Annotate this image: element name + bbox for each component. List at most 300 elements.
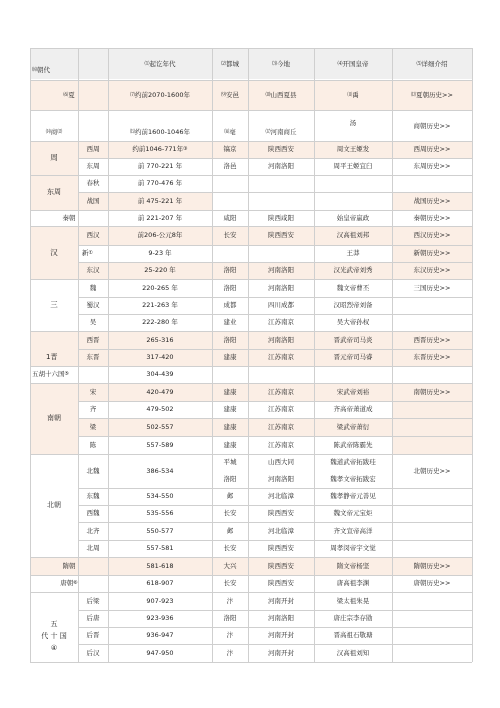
location-beiqi [248, 522, 314, 540]
location-shuhan-text: 四川成都 [268, 301, 294, 310]
capital-beizhou [212, 540, 248, 557]
location-beiwei-text: 山西大同 [268, 458, 294, 467]
years-houtang-text: 923-936 [146, 614, 174, 623]
location-sui-text: 陕西西安 [268, 561, 294, 570]
emperor-wu [314, 314, 392, 331]
detail-link-xin-text: 新朝历史>> [413, 249, 451, 258]
dynasty-tang [30, 575, 108, 592]
detail-link-xihan[interactable] [392, 226, 472, 245]
emperor-wei [314, 279, 392, 297]
dynasty-qi [78, 401, 108, 418]
detail-link-donghan-text: 东汉历史>> [413, 266, 451, 275]
capital2-beiwei [212, 471, 248, 488]
location-houjin [248, 627, 314, 644]
detail-link-qin-text: 秦朝历史>> [413, 213, 451, 222]
years-wu-text: 222-280 年 [142, 318, 178, 327]
dynasty-beizhou [78, 540, 108, 557]
capital-qi-text: 建康 [223, 405, 237, 414]
emperor-xia-text: ⑾ [347, 91, 353, 98]
dynasty-beiwei [78, 454, 108, 488]
capital-wei-text: 洛阳 [223, 283, 237, 292]
emperor-xiwei-text: 魏文帝元宝炬 [333, 509, 373, 518]
header-dynasty [30, 62, 78, 78]
dynasty-houliang [78, 592, 108, 610]
location-wu-text: 江苏南京 [268, 318, 294, 327]
dynasty-houjin-text: 后晋 [86, 631, 100, 640]
years-xin [108, 245, 212, 262]
location-houjin-text: 河南开封 [268, 631, 294, 640]
capital-dongjin-text: 建康 [223, 353, 237, 362]
location-wu [248, 314, 314, 331]
dynasty-wuhu-text: 五胡十六国 [32, 370, 65, 379]
emperor-xizhou-text: 周文王姬发 [336, 145, 370, 154]
detail-link-song[interactable] [392, 383, 472, 401]
dynasty-chen-text: 陈 [89, 440, 97, 449]
header-capital-text: 都城 [226, 59, 239, 68]
location-houhan-text: 河南开封 [268, 648, 294, 657]
location-liang-text: 江苏南京 [268, 422, 294, 431]
dynasty-beizhou-text: 北周 [86, 544, 100, 553]
emperor-houtang [314, 610, 392, 627]
emperor-shang [314, 110, 392, 136]
years-xiwei-text: 535-556 [146, 509, 174, 518]
detail-link-zhanguo[interactable] [392, 192, 472, 210]
location-dongzhou [248, 158, 314, 175]
capital-chen [212, 436, 248, 454]
emperor-chen-text: 陈武帝陈霸先 [333, 440, 373, 449]
group-zhou-text: 周 [50, 153, 58, 163]
years-xia [108, 80, 212, 110]
detail-link-beiwei[interactable] [392, 454, 472, 488]
emperor-dongwei [314, 488, 392, 505]
dynasty-dongzhou-text: 东周 [86, 162, 100, 171]
capital-qin-text: 咸阳 [223, 213, 237, 222]
capital-song [212, 383, 248, 401]
dynasty-beiwei-text: 北魏 [86, 466, 100, 475]
emperor-xia-text: 禹 [352, 90, 359, 99]
years-chen-text: 557-589 [146, 440, 174, 449]
years-houjin [108, 627, 212, 644]
header-dynasty-text: 朝代 [37, 65, 51, 74]
dynasty-houjin [78, 627, 108, 644]
header-detail [392, 48, 472, 80]
detail-link-wei-text: 三国历史>> [413, 283, 451, 292]
emperor-beiqi-text: 齐文宣帝高洋 [333, 526, 373, 535]
dynasty-shang-text: 商 [50, 128, 58, 137]
capital-xia-text: ⑼ [220, 91, 226, 98]
dynasty-dongwei [78, 488, 108, 505]
capital-houliang [212, 592, 248, 610]
location-dongwei-text: 河北临漳 [268, 492, 294, 501]
dynasty-tang-text: 唐朝 [60, 579, 74, 588]
dynasty-liang-text: 梁 [89, 422, 97, 431]
years-sui [108, 557, 212, 575]
detail-link-tang-text: 唐朝历史>> [413, 579, 451, 588]
emperor2-beiwei [314, 471, 392, 488]
years-donghan-text: 25-220 年 [144, 266, 176, 275]
capital-xia-text: 安邑 [226, 90, 239, 99]
location-beizhou-text: 陕西西安 [268, 544, 294, 553]
location2-beiwei [248, 471, 314, 488]
capital-houtang [212, 610, 248, 627]
years-xia-text: ⑺ [130, 91, 136, 98]
years-xizhou-text: 约前1046-771年 [132, 145, 184, 154]
dynasty-wu-text: 吴 [89, 318, 97, 327]
capital-xijin [212, 331, 248, 349]
years-dongzhou-text: 前 770-221 年 [137, 162, 183, 171]
dynasty-shang [30, 124, 78, 141]
years-houhan-text: 947-950 [146, 648, 174, 657]
years-beiqi-text: 550-577 [146, 526, 174, 535]
location-xijin-text: 河南洛阳 [268, 335, 294, 344]
dynasty-dongzhou [78, 158, 108, 175]
location-qi [248, 401, 314, 418]
location-houhan [248, 644, 314, 662]
group-nanchao [30, 383, 78, 454]
years-houjin-text: 936-947 [146, 631, 174, 640]
emperor-dongjin [314, 349, 392, 366]
grid-line [30, 662, 472, 663]
capital2-beiwei-text: 洛阳 [223, 475, 237, 484]
location-xiwei-text: 陕西西安 [268, 509, 294, 518]
dynasty-wei [78, 279, 108, 297]
dynasty-wuhu-text: ⑤ [64, 371, 69, 377]
years-wuhu [108, 366, 212, 383]
dynasty-beiqi-text: 北齐 [86, 526, 100, 535]
years-qin-text: 前 221-207 年 [137, 213, 183, 222]
dynasty-shang-text: ⒁ [45, 129, 51, 135]
dynasty-donghan-text: 东汉 [86, 266, 100, 275]
location-xia-text: ⑽ [265, 91, 271, 98]
header-dynasty-text: ⑻ [32, 66, 38, 73]
capital-dongzhou-text: 洛邑 [223, 162, 237, 171]
location-beiwei [248, 454, 314, 471]
capital-shang [212, 124, 248, 141]
location-xijin [248, 331, 314, 349]
dynasty-houliang-text: 后梁 [86, 596, 100, 605]
years-dongwei-text: 534-550 [146, 492, 174, 501]
dynasty-qin [30, 210, 108, 226]
location-qi-text: 江苏南京 [268, 405, 294, 414]
capital-qin [212, 210, 248, 226]
years-dongjin-text: 317-420 [146, 353, 174, 362]
dynasty-song [78, 383, 108, 401]
dynasty-qi-text: 齐 [89, 405, 97, 414]
grid-line [30, 110, 472, 111]
years-xia-text: 约前2070-1600年 [135, 90, 190, 99]
header-years-text: ⑴ [144, 60, 150, 67]
location-xihan [248, 226, 314, 245]
dynasty-qin-text: 秦朝 [62, 213, 76, 222]
dynasty-houtang-text: 后唐 [86, 614, 100, 623]
dynasty-tang-text: ⑥ [73, 580, 78, 586]
dynasty-dongwei-text: 东魏 [86, 492, 100, 501]
emperor-shuhan-text: 汉昭烈帝刘备 [333, 301, 373, 310]
dynasty-xia-text: 夏 [68, 90, 75, 99]
emperor-shang-text: 汤 [349, 118, 357, 127]
dynasty-wuhu [30, 366, 108, 383]
detail-link-beiwei-text: 北朝历史>> [413, 466, 451, 475]
dynasty-sui-text: 隋朝 [62, 561, 76, 570]
detail-link-xijin[interactable] [392, 331, 472, 349]
location-liang [248, 418, 314, 436]
location-beizhou [248, 540, 314, 557]
years-zhanguo [108, 192, 212, 210]
years-chunqiu-text: 前 770-476 年 [137, 179, 183, 188]
years-wuhu-text: 304-439 [146, 370, 174, 379]
dynasty-xihan [78, 226, 108, 245]
years-zhanguo-text: 前 475-221 年 [137, 196, 183, 205]
years-xizhou-text: ③ [183, 146, 188, 152]
years-houhan [108, 644, 212, 662]
capital-dongwei-text: 邺 [226, 492, 234, 501]
dynasty-zhanguo [78, 192, 108, 210]
capital-donghan [212, 262, 248, 279]
capital-chen-text: 建康 [223, 440, 237, 449]
capital-houhan [212, 644, 248, 662]
emperor-houliang [314, 592, 392, 610]
emperor-houtang-text: 唐庄宗李存勖 [333, 614, 373, 623]
capital-tang-text: 长安 [223, 579, 237, 588]
dynasty-wu [78, 314, 108, 331]
location-shang [248, 124, 314, 141]
years-xijin [108, 331, 212, 349]
dynasty-houtang [78, 610, 108, 627]
location-tang [248, 575, 314, 592]
years-houliang-text: 907-923 [146, 596, 174, 605]
capital-xiwei [212, 505, 248, 522]
dynasty-wei-text: 魏 [89, 283, 97, 292]
emperor-song [314, 383, 392, 401]
years-donghan [108, 262, 212, 279]
emperor-houhan [314, 644, 392, 662]
emperor-houliang-text: 梁太祖朱晃 [336, 596, 370, 605]
header-years [108, 48, 212, 80]
detail-link-qin[interactable] [392, 210, 472, 226]
years-shang [108, 124, 212, 141]
capital-dongwei [212, 488, 248, 505]
emperor-wei-text: 魏文帝曹丕 [336, 283, 370, 292]
detail-link-dongzhou-text: 东周历史>> [413, 162, 451, 171]
group-nanchao-text: 南朝 [47, 414, 61, 422]
dynasty-donghan [78, 262, 108, 279]
group-dongzhou-text: 东周 [47, 188, 61, 196]
dynasty-xin-text: 新 [82, 249, 89, 258]
detail-link-donghan[interactable] [392, 262, 472, 279]
years-chunqiu [108, 175, 212, 192]
detail-link-xin[interactable] [392, 245, 472, 262]
header-emperor [314, 48, 392, 80]
location-xia [248, 80, 314, 110]
years-houtang [108, 610, 212, 627]
location-dongwei [248, 488, 314, 505]
emperor-houhan-text: 汉高祖刘知 [336, 648, 370, 657]
emperor-qin-text: 始皇帝嬴政 [336, 213, 370, 222]
years-dongwei [108, 488, 212, 505]
location-dongzhou-text: 河南洛阳 [268, 162, 294, 171]
header-location-text: 今地 [277, 59, 290, 68]
dynasty-chunqiu-text: 春秋 [86, 179, 100, 188]
emperor-wu-text: 吴大帝孙权 [336, 318, 370, 327]
detail-link-wei[interactable] [392, 279, 472, 297]
emperor-xia [314, 80, 392, 110]
capital-liang [212, 418, 248, 436]
capital-xijin-text: 洛阳 [223, 335, 237, 344]
years-tang-text: 618-907 [146, 579, 174, 588]
years-shuhan [108, 297, 212, 314]
location-qin-text: 陕西咸阳 [268, 213, 294, 222]
detail-link-dongzhou[interactable] [392, 158, 472, 175]
header-capital [212, 48, 248, 80]
emperor-xihan [314, 226, 392, 245]
location-houliang [248, 592, 314, 610]
header-capital-text: ⑵ [220, 60, 226, 67]
years-xijin-text: 265-316 [146, 335, 174, 344]
years-song [108, 383, 212, 401]
emperor-liang-text: 梁武帝萧衍 [336, 422, 370, 431]
emperor-xin [314, 245, 392, 262]
years-qin [108, 210, 212, 226]
capital-houliang-text: 汴 [226, 596, 234, 605]
capital-shuhan [212, 297, 248, 314]
dynasty-dongjin-text: 东晋 [86, 353, 100, 362]
detail-link-xizhou[interactable] [392, 141, 472, 158]
capital-shang-text: ⒃ [224, 129, 230, 135]
detail-link-xia-text: 夏朝历史>> [416, 90, 453, 99]
detail-link-song-text: 南朝历史>> [413, 387, 451, 396]
dynasty-xihan-text: 西汉 [86, 231, 100, 240]
capital-beiwei-text: 平城 [223, 458, 237, 467]
capital-houtang-text: 洛阳 [223, 614, 237, 623]
group-sanguo-text: 三 [50, 300, 58, 310]
capital-xizhou-text: 镐京 [223, 145, 237, 154]
capital-wei [212, 279, 248, 297]
emperor-xizhou [314, 141, 392, 158]
years-beizhou-text: 557-581 [146, 544, 174, 553]
dynasty-zhanguo-text: 战国 [86, 196, 100, 205]
emperor-song-text: 宋武帝刘裕 [336, 387, 370, 396]
years-beizhou [108, 540, 212, 557]
capital-sui-text: 大兴 [223, 561, 237, 570]
detail-link-xia[interactable] [392, 80, 472, 110]
dynasty-xia [30, 80, 108, 110]
detail-link-sui[interactable] [392, 557, 472, 575]
group-wudai-line: 代 十 国 [41, 631, 67, 640]
emperor-shuhan [314, 297, 392, 314]
dynasty-xizhou [78, 141, 108, 158]
group-beichao-text: 北朝 [47, 501, 61, 509]
location-sui [248, 557, 314, 575]
years-sui-text: 581-618 [146, 561, 174, 570]
group-beichao [30, 454, 78, 557]
dynasty-xijin [78, 331, 108, 349]
emperor-donghan-text: 汉光武帝刘秀 [333, 266, 373, 275]
dynasty-xia-text: ⑹ [63, 91, 69, 98]
capital-wu-text: 建业 [223, 318, 237, 327]
capital-sui [212, 557, 248, 575]
years-xiwei [108, 505, 212, 522]
detail-link-shang[interactable] [392, 116, 472, 136]
emperor2-beiwei-text: 魏孝文帝拓跋宏 [330, 475, 376, 484]
location-wei [248, 279, 314, 297]
years-chen [108, 436, 212, 454]
capital-xihan-text: 长安 [223, 231, 237, 240]
years-wu [108, 314, 212, 331]
detail-link-tang[interactable] [392, 575, 472, 592]
capital-houhan-text: 汴 [226, 648, 234, 657]
years-shuhan-text: 221-263 年 [142, 301, 178, 310]
location-chen-text: 江苏南京 [268, 440, 294, 449]
capital-beiqi [212, 522, 248, 540]
dynasty-shuhan [78, 297, 108, 314]
group-wudai [30, 610, 78, 662]
dynasty-liang [78, 418, 108, 436]
location-shuhan [248, 297, 314, 314]
capital-xiwei-text: 长安 [223, 509, 237, 518]
emperor-xiwei [314, 505, 392, 522]
group-jin [30, 349, 78, 366]
emperor-xin-text: 王莽 [346, 249, 360, 258]
capital-xihan [212, 226, 248, 245]
capital-donghan-text: 洛阳 [223, 266, 237, 275]
location-xizhou-text: 陕西西安 [268, 145, 294, 154]
capital-beiwei [212, 454, 248, 471]
emperor-dongzhou-text: 周平王姬宜臼 [333, 162, 373, 171]
group-wudai-line: ④ [50, 643, 58, 652]
dynasty-dongjin [78, 349, 108, 366]
dynasty-chunqiu [78, 175, 108, 192]
dynasty-shang-text: ⒀ [57, 129, 63, 135]
detail-link-xizhou-text: 西周历史>> [413, 145, 451, 154]
emperor-xijin [314, 331, 392, 349]
capital-houjin-text: 汴 [226, 631, 234, 640]
capital-beizhou-text: 长安 [223, 544, 237, 553]
years-liang [108, 418, 212, 436]
emperor-sui [314, 557, 392, 575]
location-xiwei [248, 505, 314, 522]
years-xihan [108, 226, 212, 245]
emperor-beizhou-text: 周孝闵帝宇文觉 [330, 544, 376, 553]
years-wei [108, 279, 212, 297]
years-beiqi [108, 522, 212, 540]
emperor-beizhou [314, 540, 392, 557]
header-location-text: ⑶ [271, 60, 277, 67]
emperor-qi [314, 401, 392, 418]
emperor-dongjin-text: 晋元帝司马睿 [333, 353, 373, 362]
location-houtang-text: 河南洛阳 [268, 614, 294, 623]
years-xin-text: 9-23 年 [148, 249, 172, 258]
location-houtang [248, 610, 314, 627]
group-dongzhou [30, 175, 78, 210]
group-han-text: 汉 [50, 247, 58, 257]
location-song [248, 383, 314, 401]
location-donghan-text: 河南洛阳 [268, 266, 294, 275]
dynasty-shuhan-text: 蜀汉 [86, 301, 100, 310]
emperor-qin [314, 210, 392, 226]
location-chen [248, 436, 314, 454]
dynasty-houhan [78, 644, 108, 662]
capital-shuhan-text: 成都 [223, 301, 237, 310]
dynasty-xin-text: ① [88, 250, 93, 256]
location-wei-text: 河南洛阳 [268, 283, 294, 292]
emperor-tang [314, 575, 392, 592]
years-qi-text: 479-502 [146, 405, 174, 414]
detail-link-dongjin[interactable] [392, 349, 472, 366]
location-tang-text: 陕西西安 [268, 579, 294, 588]
location-dongjin [248, 349, 314, 366]
group-jin-text: 1晋 [46, 353, 58, 361]
emperor-liang [314, 418, 392, 436]
